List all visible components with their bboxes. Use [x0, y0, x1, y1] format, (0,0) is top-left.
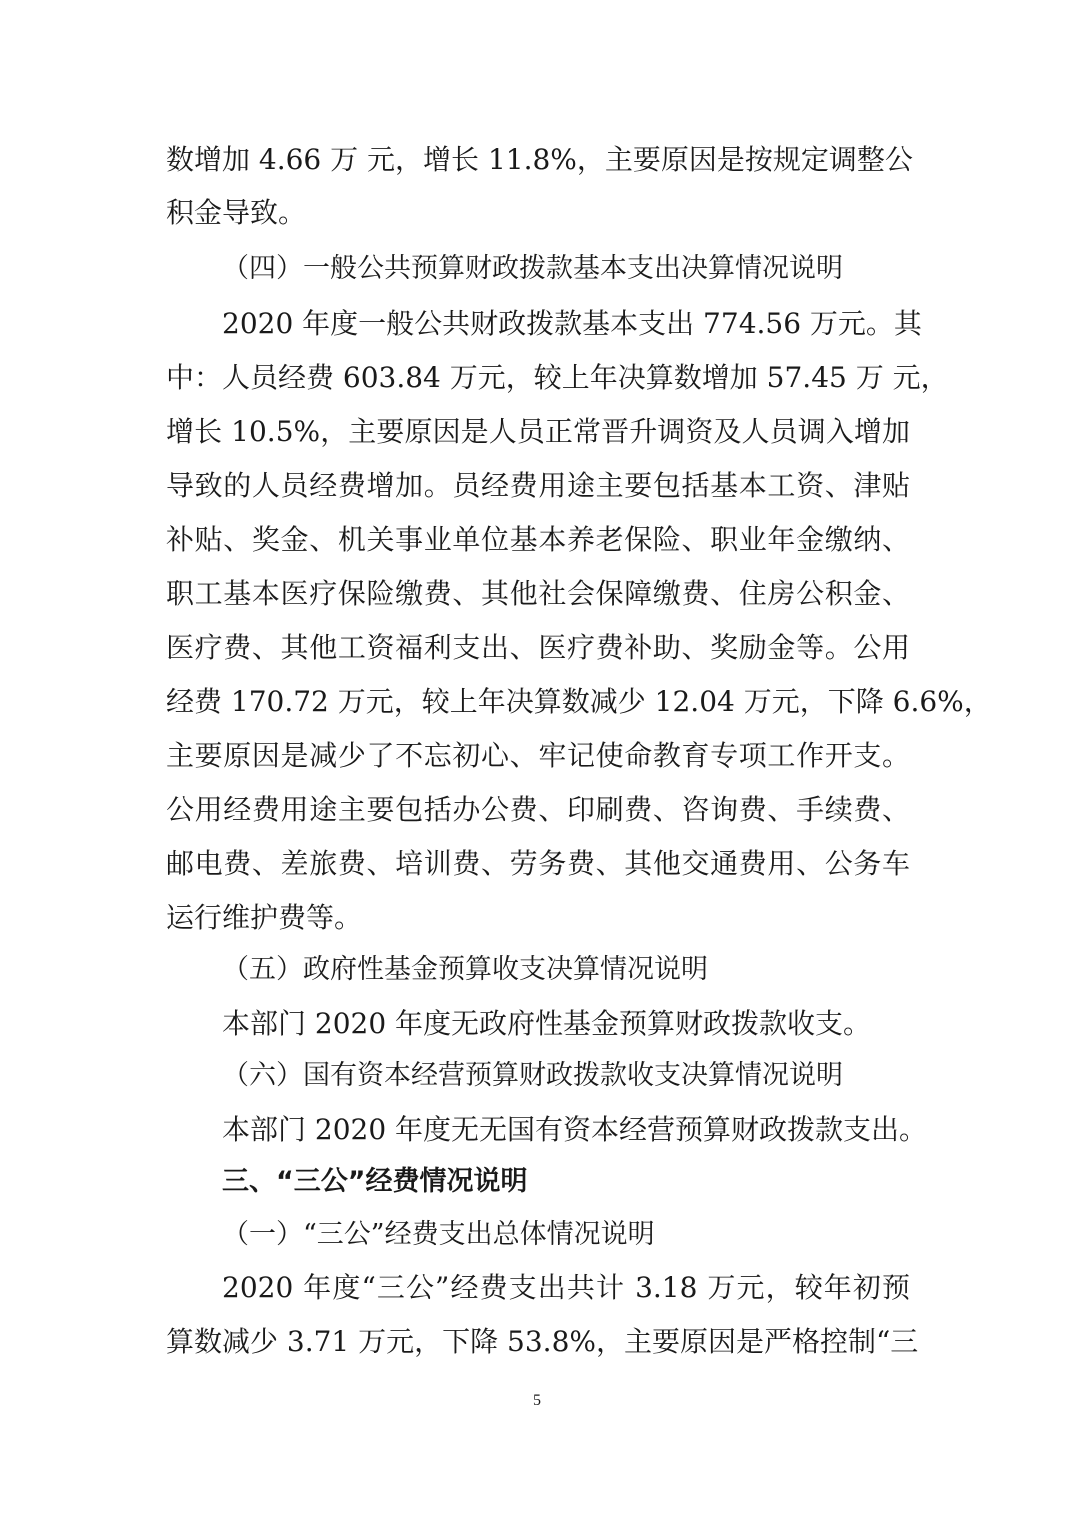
body-text-line: 本部门 2020 年度无无国有资本经营预算财政拨款支出。 — [222, 1113, 928, 1146]
body-text-line: 积金导致。 — [166, 196, 307, 229]
subsection-heading: （一）“三公”经费支出总体情况说明 — [222, 1219, 655, 1250]
body-text-line: 补贴、奖金、机关事业单位基本养老保险、职业年金缴纳、 — [166, 523, 910, 556]
body-text-line: 运行维护费等。 — [166, 901, 363, 934]
body-text-line: 增长 10.5%，主要原因是人员正常晋升调资及人员调入增加 — [166, 415, 910, 448]
subsection-heading: （四）一般公共预算财政拨款基本支出决算情况说明 — [222, 253, 843, 284]
body-text-line: 本部门 2020 年度无政府性基金预算财政拨款收支。 — [222, 1007, 872, 1040]
page-number: 5 — [533, 1392, 541, 1409]
body-text-line: 主要原因是减少了不忘初心、牢记使命教育专项工作开支。 — [166, 739, 910, 772]
body-text-line: 经费 170.72 万元，较上年决算数减少 12.04 万元，下降 6.6%， — [166, 685, 992, 718]
body-text-line: 邮电费、差旅费、培训费、劳务费、其他交通费用、公务车 — [166, 847, 910, 880]
body-text-line: 中：人员经费 603.84 万元，较上年决算数增加 57.45 万 元， — [166, 361, 949, 394]
body-text-line: 2020 年度“三公”经费支出共计 3.18 万元，较年初预 — [222, 1271, 910, 1304]
body-text-line: 2020 年度一般公共财政拨款基本支出 774.56 万元。其 — [222, 307, 922, 340]
body-text-line: 导致的人员经费增加。员经费用途主要包括基本工资、津贴 — [166, 469, 910, 502]
subsection-heading: （五）政府性基金预算收支决算情况说明 — [222, 954, 708, 985]
body-text-line: 算数减少 3.71 万元，下降 53.8%，主要原因是严格控制“三 — [166, 1325, 919, 1358]
section-title: 三、“三公”经费情况说明 — [222, 1166, 528, 1197]
subsection-heading: （六）国有资本经营预算财政拨款收支决算情况说明 — [222, 1060, 843, 1091]
body-text-line: 公用经费用途主要包括办公费、印刷费、咨询费、手续费、 — [166, 793, 910, 826]
body-text-line: 职工基本医疗保险缴费、其他社会保障缴费、住房公积金、 — [166, 577, 910, 610]
body-text-line: 医疗费、其他工资福利支出、医疗费补助、奖励金等。公用 — [166, 631, 910, 664]
body-text-line: 数增加 4.66 万 元，增长 11.8%，主要原因是按规定调整公 — [166, 143, 913, 176]
